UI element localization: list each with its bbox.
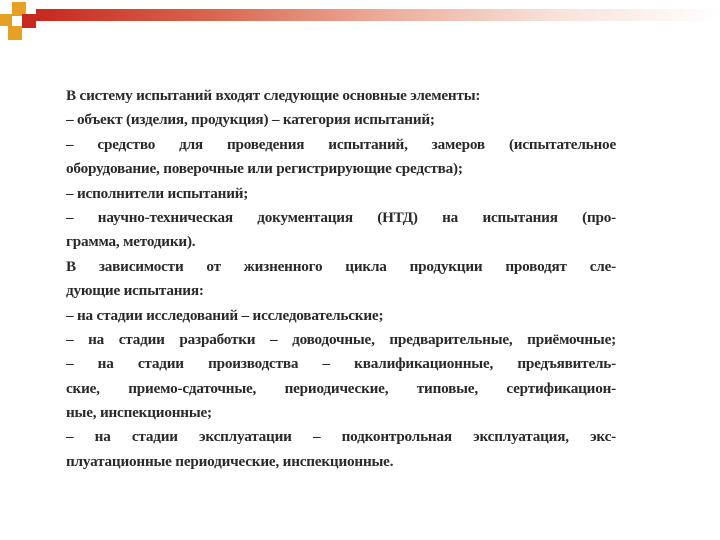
- decor-square-orange-bottom: [8, 26, 22, 40]
- text-line: – на стадии производства – квалификационные, предъявитель-: [66, 355, 616, 373]
- text-line: – научно-техническая документация (НТД) на испытания (про-: [66, 208, 616, 226]
- text-line: – средство для проведения испытаний, замеров (испытательное: [66, 135, 616, 153]
- text-line: ные, инспекционные;: [66, 404, 212, 422]
- text-line: – на стадии эксплуатации – подконтрольная эксплуатация, экс-: [66, 428, 616, 446]
- text-line: оборудование, поверочные или регистрирующие средства);: [66, 160, 463, 178]
- text-line: плуатационные периодические, инспекционные.: [66, 452, 394, 470]
- header-gradient-bar: [36, 9, 720, 21]
- text-line: грамма, методики).: [66, 233, 196, 251]
- text-line: дующие испытания:: [66, 282, 204, 300]
- text-line: – на стадии исследований – исследовательские;: [66, 306, 384, 324]
- text-line: ские, приемо-сдаточные, периодические, типовые, сертификацион-: [66, 379, 616, 397]
- text-line: – исполнители испытаний;: [66, 184, 249, 202]
- text-line: – на стадии разработки – доводочные, предварительные, приёмочные;: [66, 330, 616, 348]
- decor-square-red: [22, 14, 36, 28]
- text-line: – объект (изделия, продукция) – категория испытаний;: [66, 111, 435, 129]
- scanned-text-block: [66, 84, 616, 474]
- decor-square-orange-left: [0, 14, 12, 26]
- text-line: В зависимости от жизненного цикла продукции проводят сле-: [66, 257, 616, 275]
- text-line: В систему испытаний входят следующие основные элементы:: [66, 87, 481, 104]
